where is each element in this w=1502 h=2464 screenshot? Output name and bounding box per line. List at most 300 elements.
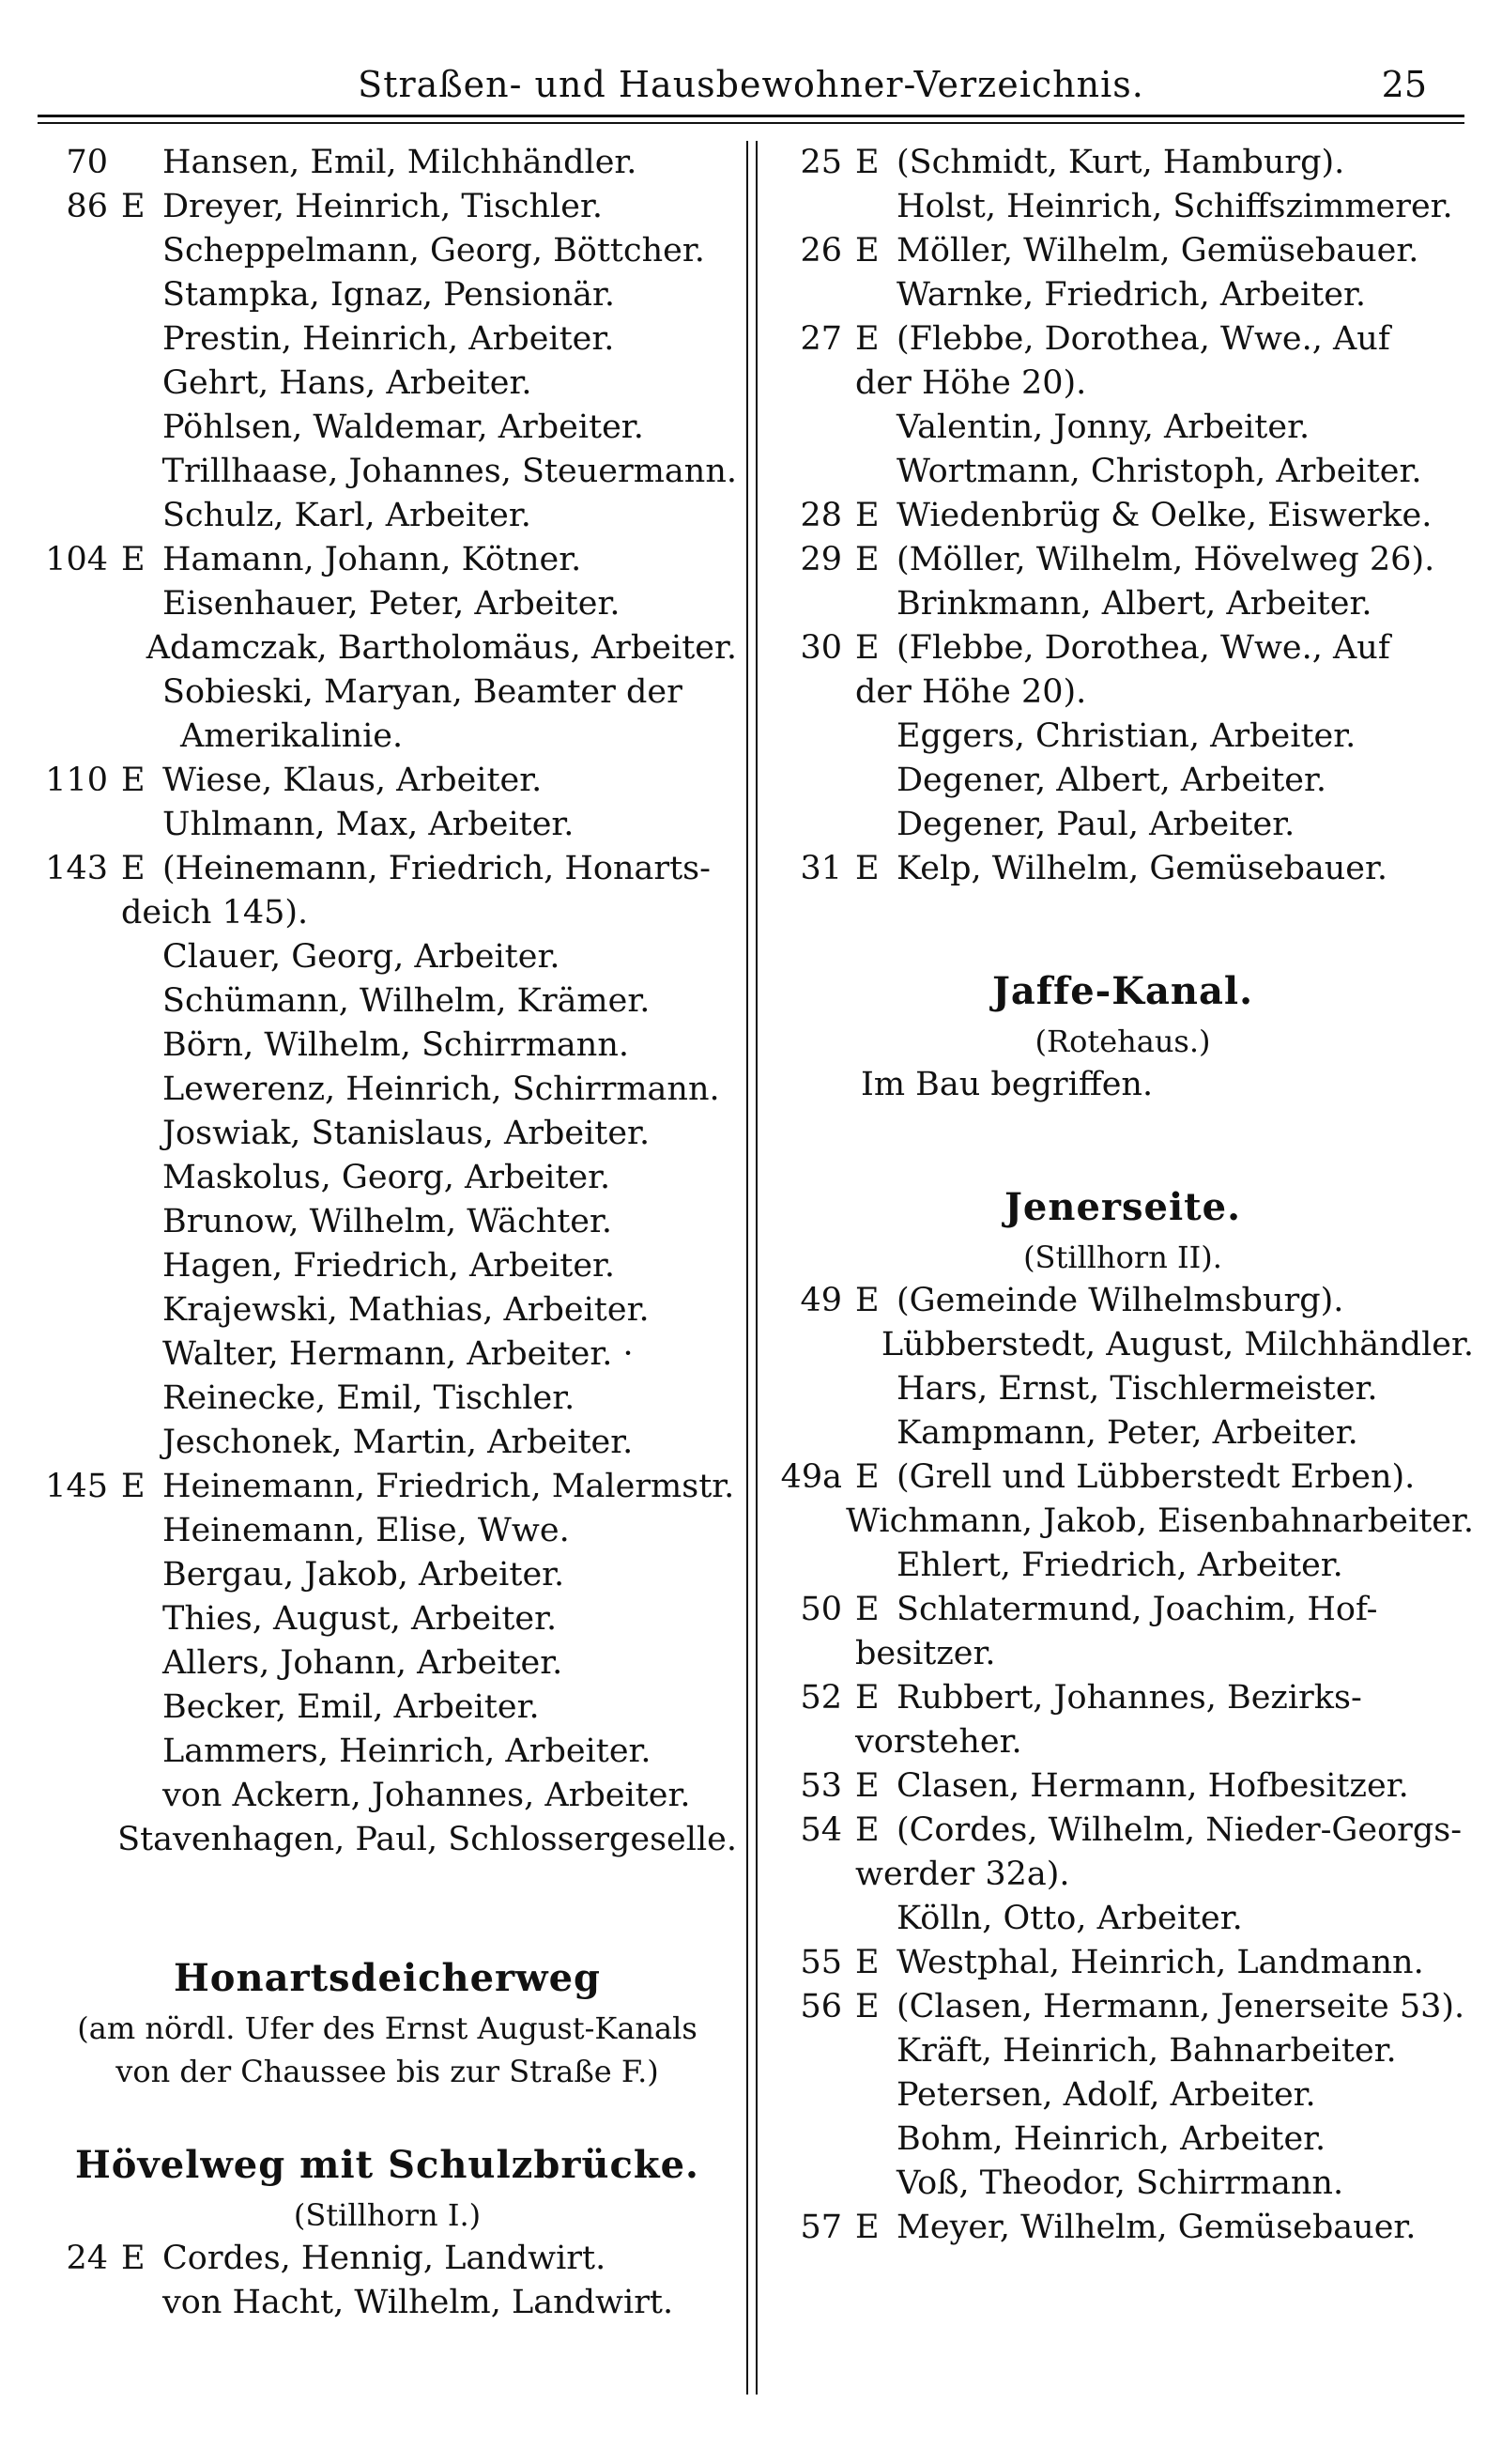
list-item bbox=[38, 2281, 737, 2325]
entry-text: Brunow, Wilhelm, Wächter. bbox=[162, 1203, 613, 1240]
entry-text: Kölln, Otto, Arbeiter. bbox=[897, 1900, 1243, 1937]
owner-marker: E bbox=[855, 1458, 880, 1496]
section-subtitle: (Stillhorn I.) bbox=[293, 2197, 482, 2233]
entry-text: (Flebbe, Dorothea, Wwe., Auf bbox=[897, 320, 1390, 358]
owner-marker bbox=[121, 1730, 162, 1774]
owner-marker bbox=[121, 1244, 162, 1288]
list-item bbox=[38, 1509, 737, 1553]
house-number bbox=[772, 406, 855, 450]
owner-marker bbox=[121, 979, 162, 1024]
house-number: 24 bbox=[66, 2240, 108, 2277]
list-item bbox=[772, 1897, 1474, 1941]
entry-text: (Flebbe, Dorothea, Wwe., Auf bbox=[897, 629, 1390, 667]
list-item bbox=[38, 362, 737, 406]
left-entries-top bbox=[38, 141, 737, 1862]
owner-marker bbox=[855, 759, 897, 803]
owner-marker bbox=[846, 1323, 881, 1367]
entry-text: Scheppelmann, Georg, Böttcher. bbox=[162, 232, 705, 270]
entry-text: Möller, Wilhelm, Gemüsebauer. bbox=[897, 232, 1419, 270]
list-item bbox=[772, 273, 1474, 317]
owner-marker bbox=[855, 803, 897, 847]
house-number bbox=[38, 273, 121, 317]
entry-text: Ehlert, Friedrich, Arbeiter. bbox=[897, 1547, 1343, 1584]
owner-marker bbox=[121, 1200, 162, 1244]
entry-text: Jeschonek, Martin, Arbeiter. bbox=[162, 1424, 634, 1461]
entry-text: Rubbert, Johannes, Bezirks- bbox=[897, 1679, 1362, 1717]
list-item bbox=[772, 2206, 1474, 2250]
list-item bbox=[38, 450, 737, 494]
owner-marker bbox=[855, 2073, 897, 2118]
house-number bbox=[38, 935, 121, 979]
entry-text: Thies, August, Arbeiter. bbox=[162, 1600, 558, 1638]
list-item bbox=[772, 1455, 1474, 1500]
list-item bbox=[772, 229, 1474, 273]
list-item bbox=[38, 935, 737, 979]
owner-marker bbox=[121, 1332, 162, 1377]
list-item bbox=[38, 1024, 737, 1068]
house-number bbox=[38, 1200, 121, 1244]
entry-text: Hars, Ernst, Tischlermeister. bbox=[897, 1370, 1378, 1408]
owner-marker bbox=[93, 1818, 117, 1862]
house-number: 27 bbox=[800, 320, 842, 358]
entry-text: Gehrt, Hans, Arbeiter. bbox=[162, 364, 532, 402]
owner-marker bbox=[855, 273, 897, 317]
list-item bbox=[38, 185, 737, 229]
owner-marker: E bbox=[121, 850, 146, 887]
list-item bbox=[38, 1730, 737, 1774]
house-number bbox=[38, 979, 121, 1024]
list-item bbox=[772, 1367, 1474, 1411]
house-number bbox=[38, 494, 121, 538]
list-item bbox=[38, 891, 737, 935]
list-item bbox=[38, 1068, 737, 1112]
house-number: 110 bbox=[45, 762, 108, 799]
owner-marker bbox=[121, 406, 162, 450]
page-title: Straßen- und Hausbewohner-Verzeichnis. bbox=[358, 64, 1144, 105]
owner-marker bbox=[855, 1544, 897, 1588]
list-item bbox=[772, 2118, 1474, 2162]
list-item bbox=[772, 2073, 1474, 2118]
house-number bbox=[772, 2073, 855, 2118]
entry-text: Wiedenbrüg & Oelke, Eiswerke. bbox=[897, 497, 1433, 534]
list-item bbox=[772, 847, 1474, 891]
entry-text: Dreyer, Heinrich, Tischler. bbox=[162, 188, 603, 225]
entry-text: Heinemann, Elise, Wwe. bbox=[162, 1512, 570, 1549]
entry-text: (Heinemann, Friedrich, Honarts- bbox=[162, 850, 711, 887]
house-number bbox=[38, 406, 121, 450]
owner-marker: E bbox=[855, 1282, 880, 1319]
house-number bbox=[772, 1367, 855, 1411]
entry-text: Maskolus, Georg, Arbeiter. bbox=[162, 1159, 611, 1196]
house-number: 49 bbox=[800, 1282, 842, 1319]
house-number bbox=[38, 582, 121, 626]
list-item bbox=[772, 582, 1474, 626]
house-number bbox=[38, 1024, 121, 1068]
house-number: 53 bbox=[800, 1767, 842, 1805]
entry-text: Heinemann, Friedrich, Malermstr. bbox=[162, 1468, 735, 1505]
list-item bbox=[38, 1641, 737, 1686]
entry-text: Clasen, Hermann, Hofbesitzer. bbox=[897, 1767, 1409, 1805]
owner-marker bbox=[121, 1068, 162, 1112]
list-item bbox=[772, 1632, 1474, 1676]
house-number: 56 bbox=[800, 1988, 842, 2025]
house-number: 29 bbox=[800, 541, 842, 578]
list-item bbox=[772, 1764, 1474, 1809]
entry-text: Adamczak, Bartholomäus, Arbeiter. bbox=[146, 629, 737, 667]
house-number: 30 bbox=[800, 629, 842, 667]
page-header bbox=[38, 58, 1464, 115]
list-item bbox=[38, 1818, 737, 1862]
page-number: 25 bbox=[1381, 64, 1427, 105]
section-note: Im Bau begriffen. bbox=[861, 1066, 1154, 1103]
list-item bbox=[772, 1676, 1474, 1720]
list-item bbox=[38, 1288, 737, 1332]
list-item bbox=[772, 759, 1474, 803]
owner-marker: E bbox=[855, 1591, 880, 1628]
entry-text: Reinecke, Emil, Tischler. bbox=[162, 1379, 575, 1417]
owner-marker bbox=[121, 1509, 162, 1553]
owner-marker bbox=[855, 406, 897, 450]
entry-text: Bohm, Heinrich, Arbeiter. bbox=[897, 2120, 1326, 2158]
owner-marker bbox=[121, 494, 162, 538]
house-number: 57 bbox=[800, 2209, 842, 2246]
list-item bbox=[38, 538, 737, 582]
entry-text: Meyer, Wilhelm, Gemüsebauer. bbox=[897, 2209, 1417, 2246]
owner-marker bbox=[121, 273, 162, 317]
section-subtitle: (am nördl. Ufer des Ernst August-Kanals bbox=[77, 2010, 697, 2046]
section-subtitle: (Rotehaus.) bbox=[1035, 1024, 1211, 1059]
owner-marker bbox=[121, 450, 162, 494]
entry-text: Westphal, Heinrich, Landmann. bbox=[897, 1944, 1424, 1981]
house-number bbox=[38, 2281, 121, 2325]
entry-text: Holst, Heinrich, Schiffszimmerer. bbox=[897, 188, 1453, 225]
house-number: 28 bbox=[800, 497, 842, 534]
owner-marker bbox=[111, 626, 146, 670]
entry-text: werder 32a). bbox=[855, 1856, 1070, 1893]
owner-marker: E bbox=[855, 232, 880, 270]
list-item bbox=[38, 1597, 737, 1641]
owner-marker bbox=[121, 141, 162, 185]
section-heading-honartsdeicherweg: Honartsdeicherweg bbox=[174, 1956, 601, 2000]
list-item bbox=[772, 626, 1474, 670]
owner-marker bbox=[855, 1897, 897, 1941]
column-separator bbox=[746, 141, 758, 2395]
house-number bbox=[772, 273, 855, 317]
owner-marker: E bbox=[121, 1468, 146, 1505]
section-heading-hoevelweg: Hövelweg mit Schulzbrücke. bbox=[75, 2143, 699, 2187]
house-number bbox=[38, 1421, 121, 1465]
entry-text: (Grell und Lübberstedt Erben). bbox=[897, 1458, 1416, 1496]
house-number bbox=[38, 1244, 121, 1288]
list-item bbox=[38, 406, 737, 450]
entry-text: Uhlmann, Max, Arbeiter. bbox=[162, 806, 575, 843]
entry-text: Voß, Theodor, Schirrmann. bbox=[897, 2164, 1344, 2202]
owner-marker bbox=[121, 935, 162, 979]
list-item bbox=[772, 2162, 1474, 2206]
list-item bbox=[772, 1279, 1474, 1323]
left-column bbox=[38, 141, 737, 2325]
owner-marker: E bbox=[855, 497, 880, 534]
entry-text: Degener, Paul, Arbeiter. bbox=[897, 806, 1295, 843]
house-number bbox=[772, 2162, 855, 2206]
owner-marker bbox=[121, 1024, 162, 1068]
list-item bbox=[772, 1500, 1474, 1544]
list-item bbox=[772, 1809, 1474, 1853]
house-number: 26 bbox=[800, 232, 842, 270]
owner-marker bbox=[855, 185, 897, 229]
entry-text: (Clasen, Hermann, Jenerseite 53). bbox=[897, 1988, 1465, 2025]
owner-marker bbox=[121, 362, 162, 406]
list-item bbox=[38, 1156, 737, 1200]
entry-text: Wiese, Klaus, Arbeiter. bbox=[162, 762, 543, 799]
list-item bbox=[772, 1588, 1474, 1632]
house-number bbox=[772, 450, 855, 494]
entry-text: Hamann, Johann, Kötner. bbox=[162, 541, 582, 578]
entry-text: Wichmann, Jakob, Eisenbahnarbeiter. bbox=[846, 1502, 1474, 1540]
list-item bbox=[38, 1244, 737, 1288]
house-number bbox=[38, 1818, 93, 1862]
list-item bbox=[772, 1720, 1474, 1764]
house-number: 52 bbox=[800, 1679, 842, 1717]
house-number: 54 bbox=[800, 1811, 842, 1849]
list-item bbox=[38, 847, 737, 891]
entry-text: Lübberstedt, August, Milchhändler. bbox=[881, 1326, 1474, 1363]
house-number: 104 bbox=[45, 541, 108, 578]
list-item bbox=[38, 1774, 737, 1818]
owner-marker bbox=[855, 2162, 897, 2206]
entry-text: Clauer, Georg, Arbeiter. bbox=[162, 938, 560, 976]
owner-marker bbox=[855, 1367, 897, 1411]
list-item bbox=[38, 494, 737, 538]
list-item bbox=[38, 1332, 737, 1377]
entry-text: Lewerenz, Heinrich, Schirrmann. bbox=[162, 1070, 720, 1108]
list-item bbox=[38, 1112, 737, 1156]
entry-text: Amerikalinie. bbox=[180, 717, 404, 755]
owner-marker bbox=[121, 229, 162, 273]
entry-text: Brinkmann, Albert, Arbeiter. bbox=[897, 585, 1372, 623]
list-item bbox=[772, 538, 1474, 582]
entry-text: Petersen, Adolf, Arbeiter. bbox=[897, 2076, 1316, 2114]
owner-marker bbox=[121, 1686, 162, 1730]
house-number bbox=[38, 1641, 121, 1686]
house-number bbox=[772, 1897, 855, 1941]
entry-text: Cordes, Hennig, Landwirt. bbox=[162, 2240, 606, 2277]
entry-text: Prestin, Heinrich, Arbeiter. bbox=[162, 320, 615, 358]
owner-marker: E bbox=[855, 1767, 880, 1805]
house-number: 49a bbox=[780, 1458, 842, 1496]
list-item bbox=[772, 1941, 1474, 1985]
list-item bbox=[772, 494, 1474, 538]
house-number bbox=[38, 362, 121, 406]
house-number bbox=[38, 229, 121, 273]
entry-text: (Möller, Wilhelm, Hövelweg 26). bbox=[897, 541, 1435, 578]
house-number bbox=[772, 759, 855, 803]
section-heading-jaffe-kanal: Jaffe-Kanal. bbox=[991, 969, 1254, 1013]
house-number bbox=[38, 1156, 121, 1200]
list-item bbox=[772, 406, 1474, 450]
entry-text: Stampka, Ignaz, Pensionär. bbox=[162, 276, 616, 314]
list-item bbox=[772, 715, 1474, 759]
right-entries-top bbox=[772, 141, 1474, 891]
entry-text: besitzer. bbox=[855, 1635, 996, 1672]
list-item bbox=[38, 979, 737, 1024]
owner-marker: E bbox=[855, 541, 880, 578]
owner-marker bbox=[121, 1597, 162, 1641]
list-item bbox=[772, 362, 1474, 406]
owner-marker: E bbox=[855, 1988, 880, 2025]
entry-text: vorsteher. bbox=[855, 1723, 1022, 1761]
owner-marker bbox=[121, 803, 162, 847]
owner-marker bbox=[121, 1421, 162, 1465]
entry-text: Eggers, Christian, Arbeiter. bbox=[897, 717, 1356, 755]
house-number bbox=[772, 715, 855, 759]
entry-text: Hansen, Emil, Milchhändler. bbox=[162, 144, 637, 181]
house-number bbox=[38, 803, 121, 847]
right-column bbox=[772, 141, 1474, 2250]
list-item bbox=[38, 1553, 737, 1597]
owner-marker: E bbox=[855, 629, 880, 667]
house-number bbox=[38, 1509, 121, 1553]
list-item bbox=[38, 715, 737, 759]
owner-marker bbox=[855, 450, 897, 494]
entry-text: Trillhaase, Johannes, Steuermann. bbox=[161, 453, 737, 490]
owner-marker bbox=[855, 2029, 897, 2073]
list-item bbox=[38, 273, 737, 317]
entry-text: Hagen, Friedrich, Arbeiter. bbox=[162, 1247, 616, 1285]
owner-marker: E bbox=[121, 762, 146, 799]
entry-text: Lammers, Heinrich, Arbeiter. bbox=[162, 1732, 651, 1770]
entry-text: Valentin, Jonny, Arbeiter. bbox=[897, 408, 1310, 446]
list-item bbox=[772, 1853, 1474, 1897]
entry-text: Stavenhagen, Paul, Schlossergeselle. bbox=[117, 1821, 737, 1858]
house-number: 55 bbox=[800, 1944, 842, 1981]
house-number bbox=[772, 1323, 846, 1367]
owner-marker bbox=[823, 1500, 846, 1544]
header-rule bbox=[38, 115, 1464, 117]
owner-marker bbox=[121, 1774, 162, 1818]
house-number bbox=[38, 1597, 121, 1641]
header-rule-thin bbox=[38, 122, 1464, 124]
entry-text: (Gemeinde Wilhelmsburg). bbox=[897, 1282, 1344, 1319]
entry-text: Degener, Albert, Arbeiter. bbox=[897, 762, 1327, 799]
entry-text: Sobieski, Maryan, Beamter der bbox=[162, 673, 682, 711]
list-item bbox=[772, 2029, 1474, 2073]
entry-text: Becker, Emil, Arbeiter. bbox=[162, 1688, 540, 1726]
house-number bbox=[772, 803, 855, 847]
house-number bbox=[38, 670, 121, 715]
entry-text: von Ackern, Johannes, Arbeiter. bbox=[162, 1777, 691, 1814]
owner-marker: E bbox=[855, 320, 880, 358]
house-number bbox=[38, 1332, 121, 1377]
list-item bbox=[772, 1544, 1474, 1588]
owner-marker bbox=[121, 2281, 162, 2325]
house-number bbox=[38, 1774, 121, 1818]
owner-marker bbox=[121, 670, 162, 715]
house-number bbox=[772, 2029, 855, 2073]
house-number bbox=[772, 582, 855, 626]
owner-marker: E bbox=[855, 2209, 880, 2246]
list-item bbox=[772, 317, 1474, 362]
house-number: 86 bbox=[66, 188, 108, 225]
list-item bbox=[38, 229, 737, 273]
house-number bbox=[772, 1500, 823, 1544]
list-item bbox=[38, 1686, 737, 1730]
list-item bbox=[772, 1323, 1474, 1367]
owner-marker: E bbox=[855, 1811, 880, 1849]
list-item bbox=[772, 1985, 1474, 2029]
list-item bbox=[38, 759, 737, 803]
entry-text: Joswiak, Stanislaus, Arbeiter. bbox=[162, 1115, 651, 1152]
owner-marker: E bbox=[121, 188, 146, 225]
house-number bbox=[772, 2118, 855, 2162]
list-item bbox=[772, 450, 1474, 494]
owner-marker: E bbox=[121, 2240, 146, 2277]
entry-text: Bergau, Jakob, Arbeiter. bbox=[162, 1556, 565, 1594]
owner-marker bbox=[121, 1377, 162, 1421]
owner-marker bbox=[855, 715, 897, 759]
list-item bbox=[38, 803, 737, 847]
owner-marker bbox=[121, 1288, 162, 1332]
house-number bbox=[38, 1730, 121, 1774]
entry-text: Schulz, Karl, Arbeiter. bbox=[162, 497, 531, 534]
entry-text: Krajewski, Mathias, Arbeiter. bbox=[162, 1291, 650, 1329]
entry-text: Eisenhauer, Peter, Arbeiter. bbox=[162, 585, 621, 623]
house-number: 50 bbox=[800, 1591, 842, 1628]
entry-text: Schlatermund, Joachim, Hof- bbox=[897, 1591, 1378, 1628]
house-number bbox=[38, 626, 111, 670]
list-item bbox=[38, 670, 737, 715]
owner-marker bbox=[855, 582, 897, 626]
list-item bbox=[772, 185, 1474, 229]
section-subtitle: (Stillhorn II). bbox=[1023, 1240, 1222, 1275]
list-item bbox=[38, 317, 737, 362]
owner-marker bbox=[121, 317, 162, 362]
section-subtitle: von der Chaussee bis zur Straße F.) bbox=[115, 2054, 659, 2089]
entry-text: Kampmann, Peter, Arbeiter. bbox=[897, 1414, 1358, 1452]
house-number bbox=[38, 1686, 121, 1730]
owner-marker: E bbox=[121, 541, 146, 578]
house-number bbox=[772, 1544, 855, 1588]
house-number: 143 bbox=[45, 850, 108, 887]
list-item bbox=[772, 1411, 1474, 1455]
owner-marker: E bbox=[855, 1944, 880, 1981]
house-number bbox=[38, 1377, 121, 1421]
owner-marker bbox=[855, 1411, 897, 1455]
entry-text: der Höhe 20). bbox=[855, 673, 1087, 711]
owner-marker: E bbox=[855, 850, 880, 887]
owner-marker bbox=[855, 2118, 897, 2162]
entry-text: Warnke, Friedrich, Arbeiter. bbox=[897, 276, 1366, 314]
owner-marker bbox=[121, 1553, 162, 1597]
right-entries-bottom bbox=[772, 1279, 1474, 2250]
owner-marker bbox=[121, 1156, 162, 1200]
entry-text: von Hacht, Wilhelm, Landwirt. bbox=[162, 2284, 674, 2321]
house-number bbox=[38, 317, 121, 362]
list-item bbox=[38, 1465, 737, 1509]
section-heading-jenerseite: Jenerseite. bbox=[1004, 1185, 1241, 1229]
house-number bbox=[772, 185, 855, 229]
entry-text: Allers, Johann, Arbeiter. bbox=[162, 1644, 563, 1682]
list-item bbox=[772, 803, 1474, 847]
house-number bbox=[772, 1411, 855, 1455]
entry-text: Wortmann, Christoph, Arbeiter. bbox=[897, 453, 1422, 490]
entry-text: (Cordes, Wilhelm, Nieder-Georgs- bbox=[897, 1811, 1463, 1849]
list-item bbox=[38, 1377, 737, 1421]
house-number: 145 bbox=[45, 1468, 108, 1505]
house-number bbox=[38, 1112, 121, 1156]
left-entries-bottom bbox=[38, 2237, 737, 2325]
list-item bbox=[38, 1421, 737, 1465]
